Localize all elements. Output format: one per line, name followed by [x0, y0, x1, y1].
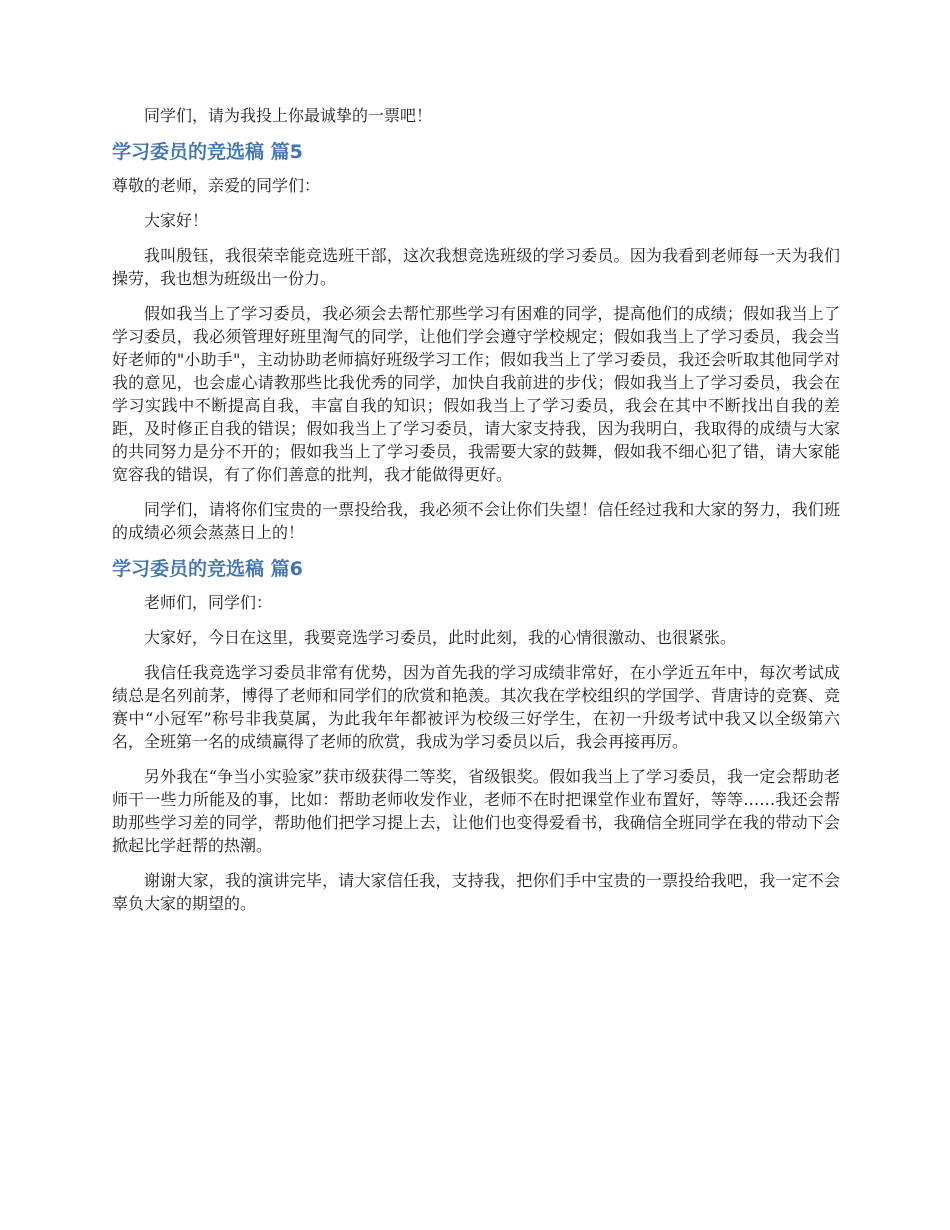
body-paragraph: 同学们，请将你们宝贵的一票投给我，我必须不会让你们失望！信任经过我和大家的努力，我们班的成绩必须会蒸蒸日上的！ — [112, 500, 840, 542]
document-page — [112, 104, 840, 927]
body-paragraph: 另外我在“争当小实验家”获市级获得二等奖，省级银奖。假如我当上了学习委员，我一定会帮助老师干一些力所能及的事，比如：帮助老师收发作业，老师不在时把课堂作业布置好，等等……我还会帮助那些学习差的同学，帮助他们把学习提上去，让他们也变得爱看书，我确信全班同学在我的带动下会掀起比学赶帮的热潮。 — [112, 767, 840, 855]
body-paragraph: 我信任我竞选学习委员非常有优势，因为首先我的学习成绩非常好，在小学近五年中，每次考试成绩总是名列前茅，博得了老师和同学们的欣赏和艳羡。其次我在学校组织的学国学、背唐诗的竞赛、竞赛中“小冠军”称号非我莫属，为此我年年都被评为校级三好学生，在初一升级考试中我又以全级第六名，全班第一名的成绩赢得了老师的欣赏，我成为学习委员以后，我会再接再厉。 — [112, 663, 840, 751]
closing-line: 同学们，请为我投上你最诚挚的一票吧！ — [144, 106, 433, 125]
section-heading-5: 学习委员的竞选稿 篇5 — [112, 141, 303, 163]
salutation: 老师们，同学们： — [144, 593, 273, 612]
salutation: 尊敬的老师，亲爱的同学们： — [112, 176, 321, 195]
body-paragraph: 假如我当上了学习委员，我必须会去帮忙那些学习有困难的同学，提高他们的成绩；假如我当上了学习委员，我必须管理好班里淘气的同学，让他们学会遵守学校规定；假如我当上了学习委员，我会当好老师的"小助手"，主动协助老师搞好班级学习工作；假如我当上了学习委员，我还会听取其他同学对我的意见，也会虚心请教那些比我优秀的同学，加快自我前进的步伐；假如我当上了学习委员，我会在学习实践中不断提高自我，丰富自我的知识；假如我当上了学习委员，我会在其中不断找出自我的差距，及时修正自我的错误；假如我当上了学习委员，请大家支持我，因为我明白，我取得的成绩与大家的共同努力是分不开的；假如我当上了学习委员，我需要大家的鼓舞，假如我不细心犯了错，请大家能宽容我的错误，有了你们善意的批判，我才能做得更好。 — [112, 304, 840, 484]
body-paragraph: 我叫殷钰，我很荣幸能竞选班干部，这次我想竞选班级的学习委员。因为我看到老师每一天为我们操劳，我也想为班级出一份力。 — [112, 246, 840, 288]
greeting: 大家好！ — [144, 211, 209, 230]
body-paragraph: 谢谢大家，我的演讲完毕，请大家信任我，支持我，把你们手中宝贵的一票投给我吧，我一定不会辜负大家的期望的。 — [112, 871, 840, 913]
section-heading-6: 学习委员的竞选稿 篇6 — [112, 558, 303, 580]
greeting: 大家好，今日在这里，我要竞选学习委员，此时此刻，我的心情很激动、也很紧张。 — [144, 628, 737, 647]
